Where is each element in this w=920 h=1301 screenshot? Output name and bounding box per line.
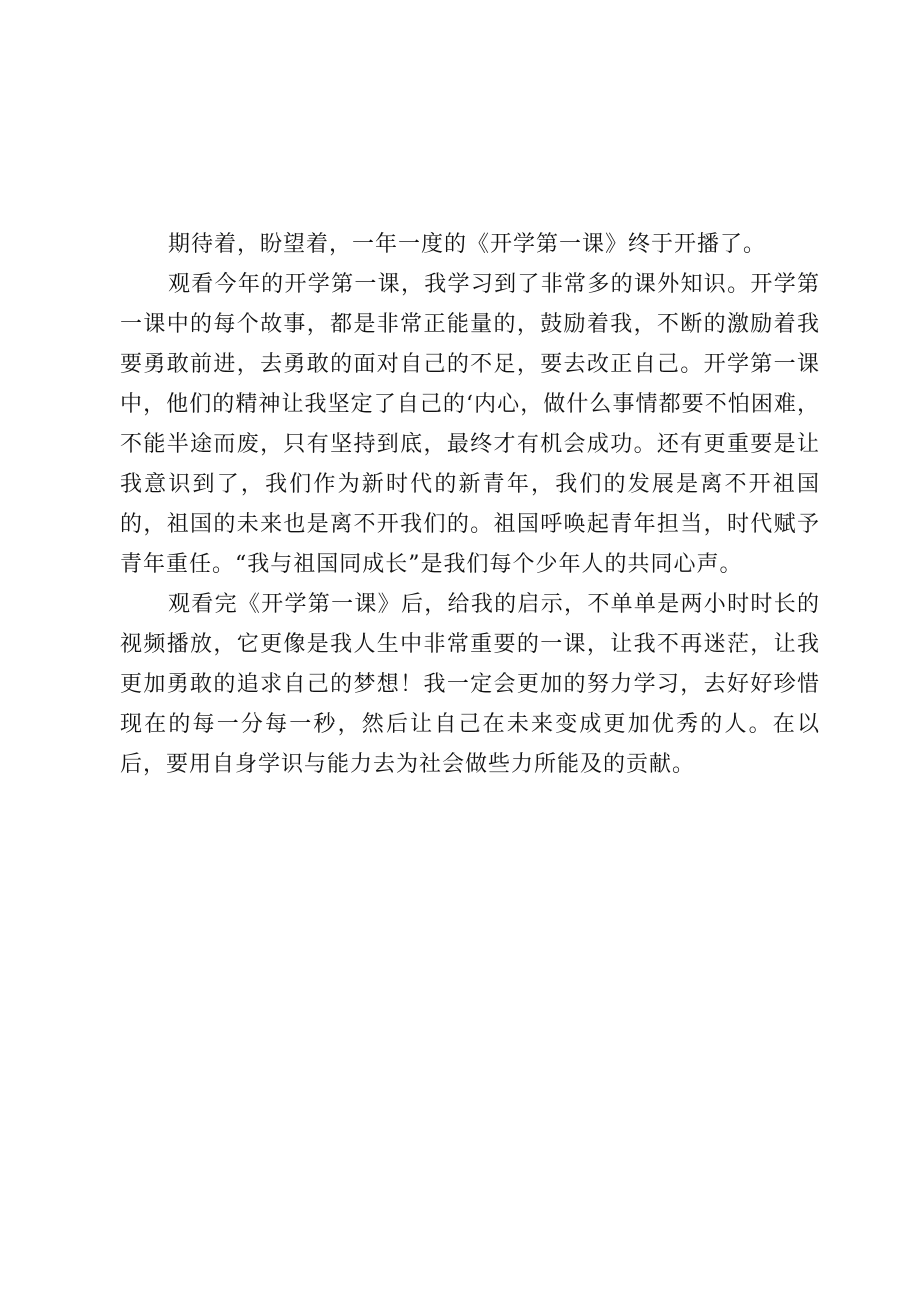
paragraph-1: 期待着，盼望着，一年一度的《开学第一课》终于开播了。 (168, 232, 767, 257)
paragraph-3: 观看完《开学第一课》后，给我的启示，不单单是两小时时长的视频播放，它更像是我人生中非常重要的一课，让我不再迷茫，让我更加勇敢的追求自己的梦想！我一定会更加的努力学习，去好好珍惜现在的每一分每一秒，然后让自己在未来变成更加优秀的人。在以后，要用自身学识与能力去为社会做些力所能及的贡献。 (120, 592, 820, 777)
document-body (120, 225, 820, 785)
paragraph-2: 观看今年的开学第一课，我学习到了非常多的课外知识。开学第一课中的每个故事，都是非常正能量的，鼓励着我，不断的激励着我要勇敢前进，去勇敢的面对自己的不足，要去改正自己。开学第一课中，他们的精神让我坚定了自己的‘内心，做什么事情都要不怕困难，不能半途而废，只有坚持到底，最终才有机会成功。还有更重要是让我意识到了，我们作为新时代的新青年，我们的发展是离不开祖国的，祖国的未来也是离不开我们的。祖国呼唤起青年担当，时代赋予青年重任。“我与祖国同成长”是我们每个少年人的共同心声。 (120, 272, 820, 577)
